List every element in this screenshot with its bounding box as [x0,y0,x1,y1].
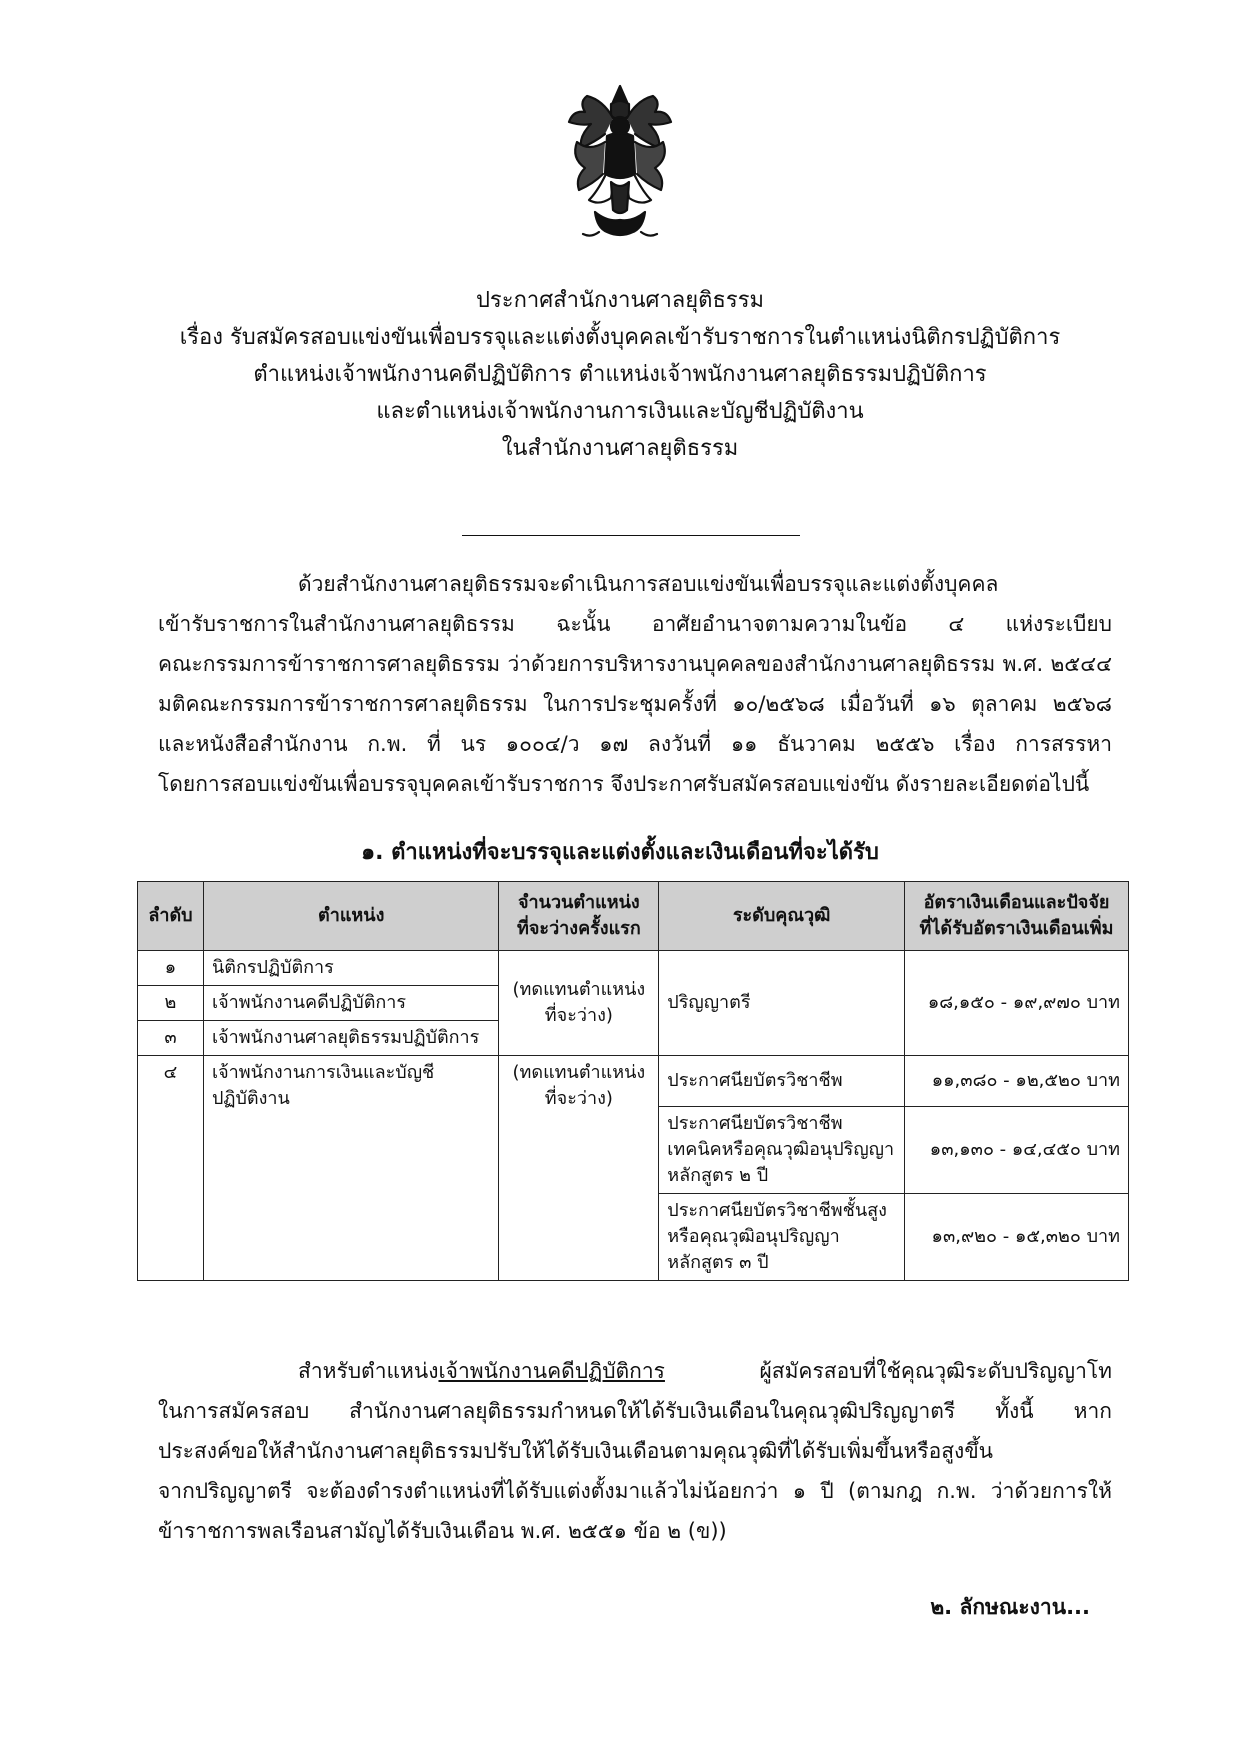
group1-count-line: ที่จะว่าง) [544,1005,613,1026]
sub-qualification [659,1056,905,1107]
row-no: ๑ [138,951,204,986]
intro-line: โดยการสอบแข่งขันเพื่อบรรจุบุคคลเข้ารับราชการ จึงประกาศรับสมัครสอบแข่งขัน ดังรายละเอียดต่อไปนี้ [158,772,1090,796]
group2-count [499,1056,659,1281]
row-no: ๒ [138,986,204,1021]
group1-salary: ๑๘,๑๕๐ - ๑๙,๙๗๐ บาท [905,951,1129,1056]
header-subject-line-2: ตำแหน่งเจ้าพนักงานคดีปฏิบัติการ ตำแหน่งเจ้าพนักงานศาลยุติธรรมปฏิบัติการ [253,362,987,387]
group1-qualification: ปริญญาตรี [659,951,905,1056]
header-qualification: ระดับคุณวุฒิ [659,882,905,951]
sub-qualification-line: หรือคุณวุฒิอนุปริญญา [667,1226,840,1247]
header-salary [905,882,1129,951]
table-row [138,951,1129,986]
sub-salary: ๑๑,๓๘๐ - ๑๒,๕๒๐ บาท [905,1056,1129,1107]
sub-qualification-line: ประกาศนียบัตรวิชาชีพ [667,1070,843,1091]
note-line: ข้าราชการพลเรือนสามัญได้รับเงินเดือน พ.ศ. ๒๕๕๑ ข้อ ๒ (ข)) [158,1519,727,1543]
sub-qualification-line: หลักสูตร ๓ ปี [667,1252,769,1273]
intro-line: และหนังสือสำนักงาน ก.พ. ที่ นร ๑๐๐๔/ว ๑๗ ลงวันที่ ๑๑ ธันวาคม ๒๕๕๖ เรื่อง การสรรหา [158,732,1112,756]
row-no: ๔ [138,1056,204,1281]
row-position-line: เจ้าพนักงานการเงินและบัญชี [211,1062,435,1083]
row-position: นิติกรปฏิบัติการ [203,951,498,986]
positions-table [137,881,1129,1281]
header-no: ลำดับ [138,882,204,951]
sub-qualification-line: ประกาศนียบัตรวิชาชีพชั้นสูง [667,1200,887,1221]
announcement-header [120,282,1120,467]
note-line: ประสงค์ขอให้สำนักงานศาลยุติธรรมปรับให้ได้รับเงินเดือนตามคุณวุฒิที่ได้รับเพิ่มขึ้นหรือสูงขึ้น [158,1439,994,1463]
row-no: ๓ [138,1021,204,1056]
group2-count-line: ที่จะว่าง) [544,1088,613,1109]
note-text: สำหรับตำแหน่ง [298,1359,439,1383]
sub-qualification [659,1107,905,1194]
header-subject-line-3: และตำแหน่งเจ้าพนักงานการเงินและบัญชีปฏิบัติงาน [376,399,864,424]
group1-count [499,951,659,1056]
note-paragraph [158,1351,1112,1551]
sub-qualification-line: เทคนิคหรือคุณวุฒิอนุปริญญา [667,1139,895,1160]
next-page-continuation: ๒. ลักษณะงาน... [930,1595,1090,1619]
header-org-title: ประกาศสำนักงานศาลยุติธรรม [475,288,765,313]
intro-line: เข้ารับราชการในสำนักงานศาลยุติธรรม ฉะนั้น อาศัยอำนาจตามความในข้อ ๔ แห่งระเบียบ [158,612,1112,636]
row-position: เจ้าพนักงานศาลยุติธรรมปฏิบัติการ [203,1021,498,1056]
sub-salary: ๑๓,๙๒๐ - ๑๕,๓๒๐ บาท [905,1194,1129,1281]
table-header-row [138,882,1129,951]
section-1-title: ๑. ตำแหน่งที่จะบรรจุและแต่งตั้งและเงินเดือนที่จะได้รับ [361,840,879,865]
sub-qualification [659,1194,905,1281]
intro-paragraph [158,564,1112,804]
sub-qualification-line: หลักสูตร ๒ ปี [667,1165,769,1186]
header-subject-line-4: ในสำนักงานศาลยุติธรรม [501,436,739,461]
intro-line: มติคณะกรรมการข้าราชการศาลยุติธรรม ในการประชุมครั้งที่ ๑๐/๒๕๖๘ เมื่อวันที่ ๑๖ ตุลาคม ๒๕๖๘ [158,692,1112,716]
row-position [203,1056,498,1281]
header-subject-line-1: เรื่อง รับสมัครสอบแข่งขันเพื่อบรรจุและแต่งตั้งบุคคลเข้ารับราชการในตำแหน่งนิติกรปฏิบัติการ [179,325,1061,350]
note-underlined-position: เจ้าพนักงานคดีปฏิบัติการ [438,1359,665,1383]
header-divider [462,535,800,536]
group1-count-line: (ทดแทนตำแหน่ง [512,979,646,1000]
group2-count-line: (ทดแทนตำแหน่ง [512,1062,646,1083]
header-count-line: จำนวนตำแหน่ง [517,892,640,913]
header-count [499,882,659,951]
header-position: ตำแหน่ง [203,882,498,951]
sub-salary: ๑๓,๑๓๐ - ๑๔,๔๕๐ บาท [905,1107,1129,1194]
header-salary-line: อัตราเงินเดือนและปัจจัย [923,892,1110,913]
row-position: เจ้าพนักงานคดีปฏิบัติการ [203,986,498,1021]
garuda-emblem-icon [555,82,685,242]
table-row [138,1056,1129,1107]
note-line: ในการสมัครสอบ สำนักงานศาลยุติธรรมกำหนดให้ได้รับเงินเดือนในคุณวุฒิปริญญาตรี ทั้งนี้ หาก [158,1399,1112,1423]
row-position-line: ปฏิบัติงาน [211,1088,290,1109]
intro-line: คณะกรรมการข้าราชการศาลยุติธรรม ว่าด้วยการบริหารงานบุคคลของสำนักงานศาลยุติธรรม พ.ศ. ๒๕๔๔ [158,652,1112,676]
intro-line: ด้วยสำนักงานศาลยุติธรรมจะดำเนินการสอบแข่งขันเพื่อบรรจุและแต่งตั้งบุคคล [298,572,999,596]
note-line: จากปริญญาตรี จะต้องดำรงตำแหน่งที่ได้รับแต่งตั้งมาแล้วไม่น้อยกว่า ๑ ปี (ตามกฎ ก.พ. ว่าด้วยการให้ [158,1479,1112,1503]
note-text: ผู้สมัครสอบที่ใช้คุณวุฒิระดับปริญญาโท [664,1359,1112,1383]
header-salary-line: ที่ได้รับอัตราเงินเดือนเพิ่ม [919,918,1114,939]
note-line [158,1351,1112,1391]
header-count-line: ที่จะว่างครั้งแรก [516,918,641,939]
sub-qualification-line: ประกาศนียบัตรวิชาชีพ [667,1113,843,1134]
